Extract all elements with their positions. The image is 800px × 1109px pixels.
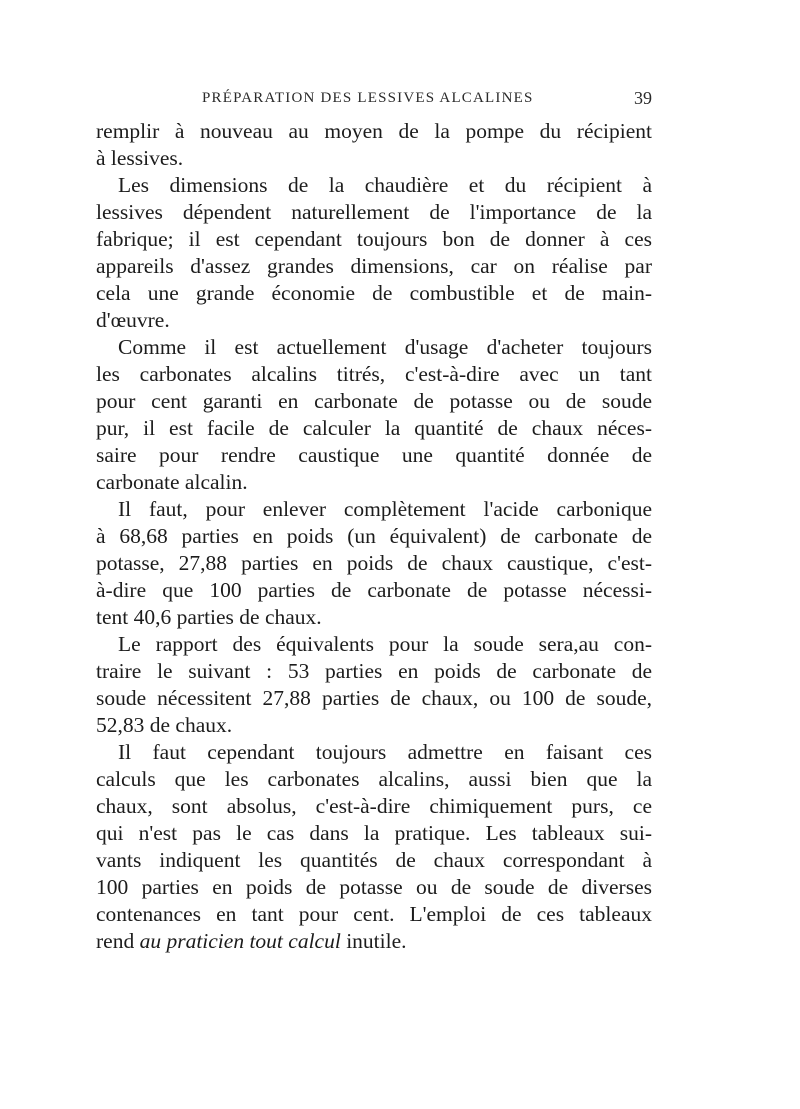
text-line: Il faut cependant toujours admettre en faisant ces: [118, 740, 652, 764]
final-line-end: inutile.: [340, 929, 407, 953]
text-line: pur, il est facile de calculer la quantité de chaux néces-: [96, 416, 652, 440]
text-line: Comme il est actuellement d'usage d'acheter toujours: [118, 335, 652, 359]
page-header: [96, 88, 656, 112]
text-line: pour cent garanti en carbonate de potasse ou de soude: [96, 389, 652, 413]
page-number: 39: [634, 88, 652, 108]
text-line: Les dimensions de la chaudière et du récipient à: [118, 173, 652, 197]
text-line: Il faut, pour enlever complètement l'acide carbonique: [118, 497, 652, 521]
body-text: [96, 118, 652, 955]
text-line: tent 40,6 parties de chaux.: [96, 605, 322, 629]
italic-phrase: au praticien tout calcul: [139, 929, 341, 953]
text-line: cela une grande économie de combustible et de main-: [96, 281, 652, 305]
text-line: traire le suivant : 53 parties en poids de carbonate de: [96, 659, 652, 683]
text-line: chaux, sont absolus, c'est-à-dire chimiquement purs, ce: [96, 794, 652, 818]
final-text-line: [96, 928, 652, 955]
text-line: à lessives.: [96, 146, 184, 170]
text-line: appareils d'assez grandes dimensions, car on réalise par: [96, 254, 652, 278]
text-line: lessives dépendent naturellement de l'importance de la: [96, 200, 652, 224]
text-line: vants indiquent les quantités de chaux correspondant à: [96, 848, 652, 872]
running-title: PRÉPARATION DES LESSIVES ALCALINES: [202, 90, 534, 106]
text-line: soude nécessitent 27,88 parties de chaux, ou 100 de soude,: [96, 686, 652, 710]
text-line: 52,83 de chaux.: [96, 713, 233, 737]
text-line: à-dire que 100 parties de carbonate de potasse nécessi-: [96, 578, 652, 602]
text-line: potasse, 27,88 parties en poids de chaux caustique, c'est-: [96, 551, 652, 575]
text-line: 100 parties en poids de potasse ou de soude de diverses: [96, 875, 652, 899]
text-line: d'œuvre.: [96, 308, 170, 332]
text-line: calculs que les carbonates alcalins, aussi bien que la: [96, 767, 652, 791]
text-line: remplir à nouveau au moyen de la pompe du récipient: [96, 119, 652, 143]
text-line: les carbonates alcalins titrés, c'est-à-dire avec un tant: [96, 362, 652, 386]
text-line: saire pour rendre caustique une quantité donnée de: [96, 443, 652, 467]
final-line-start: rend: [96, 929, 140, 953]
text-line: à 68,68 parties en poids (un équivalent) de carbonate de: [96, 524, 652, 548]
text-line: Le rapport des équivalents pour la soude sera,au con-: [118, 632, 652, 656]
text-line: contenances en tant pour cent. L'emploi de ces tableaux: [96, 902, 652, 926]
text-line: carbonate alcalin.: [96, 470, 248, 494]
text-line: qui n'est pas le cas dans la pratique. Les tableaux sui-: [96, 821, 652, 845]
text-line: fabrique; il est cependant toujours bon de donner à ces: [96, 227, 652, 251]
